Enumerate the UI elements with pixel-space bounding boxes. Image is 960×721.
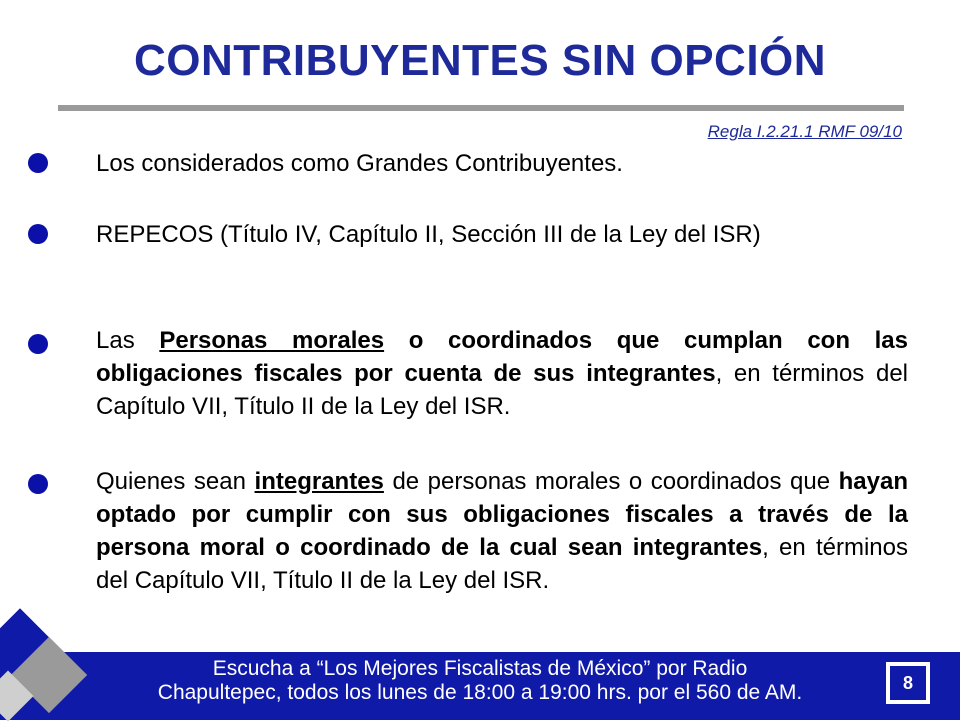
- bullet-2: [28, 224, 48, 244]
- list-item: [96, 147, 908, 180]
- bullet-4: [28, 474, 48, 494]
- item-text: Las: [96, 327, 160, 354]
- item-bold-text: o coordinados que cumplan con las obligaciones fiscales por cuenta de sus integrantes: [96, 327, 908, 387]
- page-title: CONTRIBUYENTES SIN OPCIÓN: [133, 36, 827, 85]
- item-underlined-text: integrantes: [254, 468, 384, 495]
- item-bold-text: hayan optado por cumplir con sus obligaciones fiscales a través de la persona moral o coordinado de la cual sean integrantes: [96, 468, 909, 561]
- list-item: [96, 218, 908, 251]
- page-number: 8: [890, 666, 926, 700]
- item-text: Los considerados como Grandes Contribuyentes.: [96, 150, 623, 177]
- page-number-box: [886, 662, 930, 704]
- list-item: [96, 465, 908, 597]
- rule-reference: Regla I.2.21.1 RMF 09/10: [707, 122, 902, 141]
- bullet-3: [28, 334, 48, 354]
- item-text: , en términos del Capítulo VII, Título II de la Ley del ISR.: [96, 534, 909, 594]
- footer-line-1: Escucha a “Los Mejores Fiscalistas de México” por Radio: [212, 657, 748, 680]
- footer-line-2: Chapultepec, todos los lunes de 18:00 a 19:00 hrs. por el 560 de AM.: [157, 681, 803, 704]
- item-text: REPECOS (Título IV, Capítulo II, Sección III de la Ley del ISR): [96, 221, 761, 248]
- title-divider: [58, 105, 904, 111]
- item-text: , en términos del Capítulo VII, Título II de la Ley del ISR.: [96, 360, 909, 420]
- bullet-1: [28, 153, 48, 173]
- item-text: de personas morales o coordinados que: [383, 468, 839, 495]
- item-underlined-text: Personas morales: [159, 327, 385, 354]
- list-item: [96, 324, 908, 423]
- item-text: Quienes sean: [96, 468, 255, 495]
- footer-text: [70, 657, 890, 705]
